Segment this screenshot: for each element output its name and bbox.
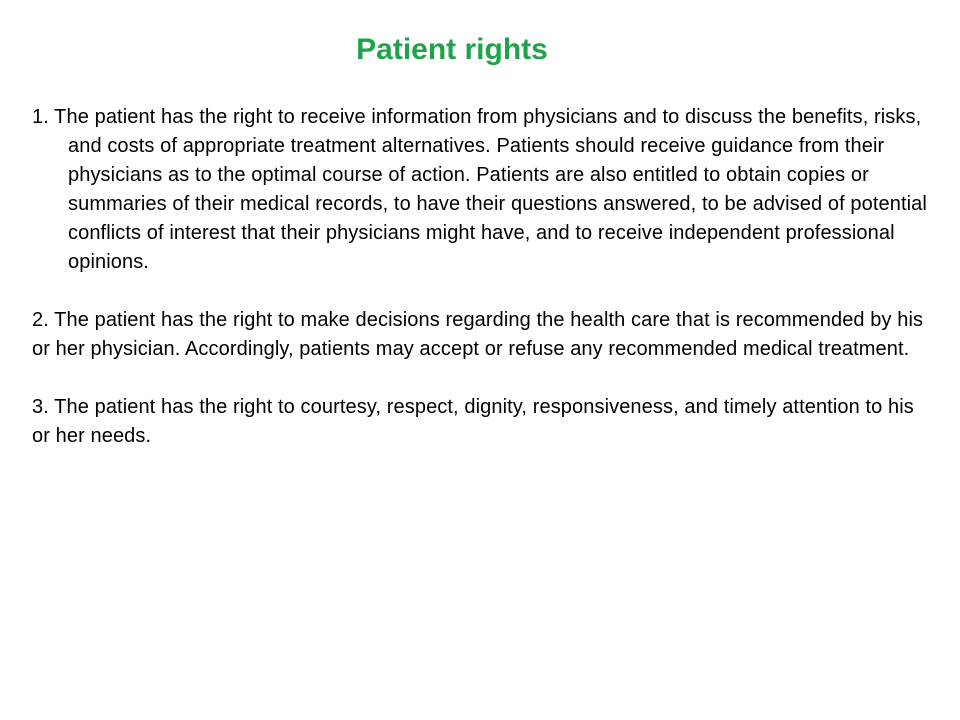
paragraph-spacer [32, 364, 937, 393]
paragraph-right-3: 3. The patient has the right to courtesy, respect, dignity, responsiveness, and timely attention to his or her needs. [32, 396, 914, 447]
paragraph-right-2: 2. The patient has the right to make decisions regarding the health care that is recommended by his or her physician. Accordingly, patients may accept or refuse any recommended medical treatment. [32, 309, 924, 360]
paragraph-right-1: 1. The patient has the right to receive information from physicians and to discuss the benefits, risks, and costs of appropriate treatment alternatives. Patients should receive guidance from their physicians as to the optimal course of action. Patients are also entitled to obtain copies or summaries of their medical records, to have their questions answered, to be advised of potential conflicts of interest that their physicians might have, and to receive independent professional opinions. [32, 106, 927, 273]
slide-title: Patient rights [356, 33, 548, 66]
paragraph-spacer [32, 277, 937, 306]
slide-body [32, 103, 937, 451]
